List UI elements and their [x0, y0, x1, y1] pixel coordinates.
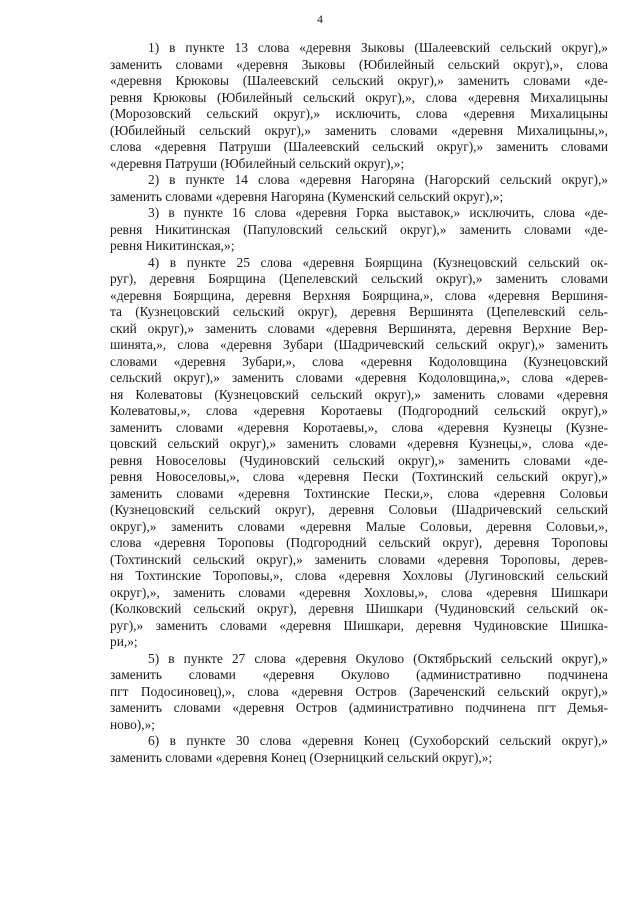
paragraph-2 [110, 172, 608, 205]
text-line: округ),» заменить словами «деревня Малые Соловьи, деревня Соловьи,», [110, 518, 608, 534]
text-line: заменить словами «деревня Конец (Озерницкий сельский округ),»; [110, 749, 493, 765]
text-line: ри,»; [110, 634, 138, 649]
text-line: руг), деревня Боярщина (Цепелевский сельский округ),» заменить словами [110, 271, 608, 286]
text-line: шинята,», слова «деревня Зубари (Шадричевский сельский округ),» заменить [110, 337, 608, 352]
text-line: сельский округ),» заменить словами «деревня Кодоловщина,», слова «дерев- [110, 370, 608, 385]
text-line: (Юбилейный сельский округ),» заменить словами «деревня Михалицыны,», [110, 122, 608, 138]
paragraph-5 [110, 651, 608, 734]
text-line: заменить словами «деревня Остров (административно подчинена пгт Демья- [110, 700, 608, 715]
text-line: «деревня Боярщина, деревня Верхняя Боярщина,», слова «деревня Вершиня- [110, 287, 608, 303]
text-line: заменить словами «деревня Нагоряна (Куменский сельский округ),»; [110, 188, 504, 204]
text-line: ревня Крюковы (Юбилейный сельский округ),», слова «деревня Михалицыны [110, 89, 608, 105]
text-line: цовский сельский округ),» заменить словами «деревня Кузнецы,», слова «де- [110, 436, 608, 451]
text-line: Колеватовы,», слова «деревня Коротаевы (Подгородний сельский округ),» [110, 403, 608, 418]
text-line: ский округ),» заменить словами «деревня Вершинята, деревня Верхние Вер- [110, 320, 608, 336]
text-line: заменить словами «деревня Окулово (административно подчинена [110, 667, 608, 682]
text-line: 1) в пункте 13 слова «деревня Зыковы (Шалеевский сельский округ),» [148, 40, 608, 55]
text-line: «деревня Крюковы (Шалеевский сельский округ),» заменить словами «де- [110, 73, 608, 88]
text-line: 4) в пункте 25 слова «деревня Боярщина (Кузнецовский сельский ок- [148, 254, 608, 270]
text-line: руг),» заменить словами «деревня Шишкари, деревня Чудиновские Шишка- [110, 617, 608, 633]
text-line: та (Кузнецовский сельский округ), деревня Вершинята (Цепелевский сель- [110, 304, 608, 319]
text-line: ня Колеватовы (Кузнецовский сельский округ),» заменить словами «деревня [110, 386, 608, 402]
text-line: округ),», заменить словами «деревня Хохловы,», слова «деревня Шишкари [110, 584, 608, 600]
text-line: 2) в пункте 14 слова «деревня Нагоряна (Нагорский сельский округ),» [148, 172, 608, 187]
text-line: (Морозовский сельский округ),» исключить, слова «деревня Михалицыны [110, 106, 608, 121]
text-line: ня Тохтинские Тороповы,», слова «деревня Хохловы (Лугиновский сельский [110, 568, 608, 583]
text-line: заменить словами «деревня Зыковы (Юбилейный сельский округ),», слова [110, 56, 608, 72]
text-line: 5) в пункте 27 слова «деревня Окулово (Октябрьский сельский округ),» [148, 650, 608, 666]
text-line: 3) в пункте 16 слова «деревня Горка выставок,» исключить, слова «де- [148, 205, 608, 220]
text-line: ревня Новоселовы,», слова «деревня Пески (Тохтинский сельский округ),» [110, 469, 608, 484]
paragraph-6 [110, 733, 608, 766]
text-line: «деревня Патруши (Юбилейный сельский округ),»; [110, 155, 405, 171]
text-line: заменить словами «деревня Коротаевы,», слова «деревня Кузнецы (Кузне- [110, 419, 608, 435]
text-line: заменить словами «деревня Тохтинские Пески,», слова «деревня Соловьи [110, 485, 608, 501]
text-line: (Колковский сельский округ), деревня Шишкари (Чудиновский сельский ок- [110, 601, 608, 616]
page-number: 4 [317, 12, 323, 26]
paragraph-1 [110, 40, 608, 172]
text-line: словами «деревня Зубари,», слова «деревня Кодоловщина (Кузнецовский [110, 353, 608, 369]
text-line: ревня Новоселовы (Чудиновский сельский округ),» заменить словами «де- [110, 452, 608, 468]
text-line: ревня Никитинская (Папуловский сельский округ),» заменить словами «де- [110, 221, 608, 237]
paragraph-3 [110, 205, 608, 255]
paragraph-4 [110, 255, 608, 651]
text-line: 6) в пункте 30 слова «деревня Конец (Сухоборский сельский округ),» [148, 733, 608, 748]
text-line: (Тохтинский сельский округ),» заменить словами «деревня Тороповы, дерев- [110, 551, 608, 567]
text-line: слова «деревня Патруши (Шалеевский сельский округ),» заменить словами [110, 139, 608, 154]
text-line: (Кузнецовский сельский округ), деревня Соловьи (Шадричевский сельский [110, 502, 608, 517]
document-body [110, 40, 608, 766]
text-line: пгт Подосиновец),», слова «деревня Остров (Зареченский сельский округ),» [110, 683, 608, 699]
text-line: ново),»; [110, 716, 156, 732]
text-line: ревня Никитинская,»; [110, 238, 235, 253]
text-line: слова «деревня Тороповы (Подгородний сельский округ), деревня Тороповы [110, 535, 608, 550]
